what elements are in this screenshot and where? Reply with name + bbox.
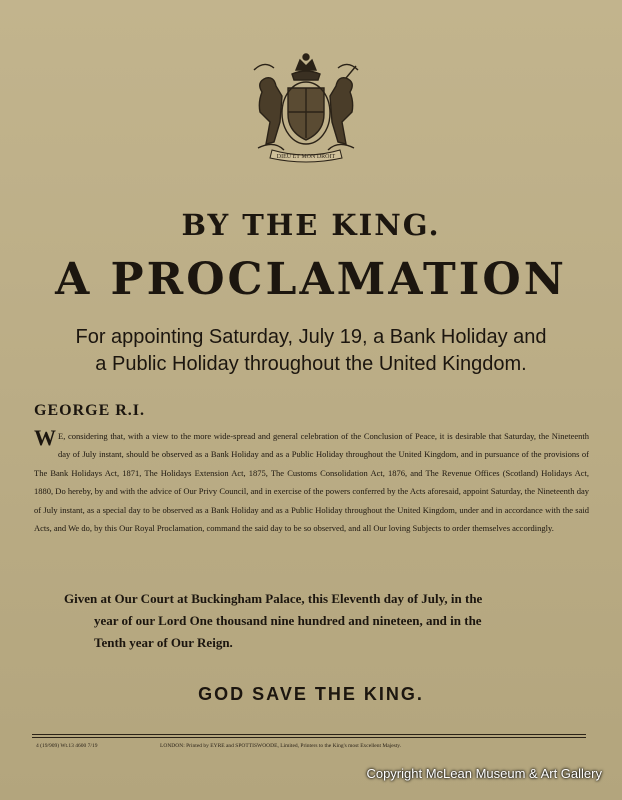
print-code: 4 (19/909) Wt.13 4600 7/19 <box>36 743 98 749</box>
subtitle <box>20 324 602 378</box>
body-text: E, considering that, with a view to the more wide-spread and general celebration of the Conclusion of Peace, it is desirable that Saturday, the Nineteenth day of July instant, should be observed as a Bank Holiday and as a Public Holiday throughout the United Kingdom, and in pursuance of the provisions of The Bank Holidays Act, 1871, The Holidays Extension Act, 1875, The Customs Consolidation Act, 1876, and The Revenue Offices (Scotland) Holidays Act, 1880, Do hereby, by and with the advice of Our Privy Council, and in exercise of the powers conferred by the Acts aforesaid, appoint Saturday, the Nineteenth day of July instant, as a special day to be observed as a Bank Holiday and as a Public Holiday throughout the United Kingdom, under and in accordance with the said Acts, and We do, by this Our Royal Proclamation, command the said day to be so observed, and all Our loving Subjects to order themselves accordingly. <box>34 431 589 534</box>
given-line-2: year of our Lord One thousand nine hundred and nineteen, and in the <box>94 613 482 628</box>
royal-coat-of-arms-icon <box>244 52 368 166</box>
dropcap: W <box>34 425 56 450</box>
footer-rule-2 <box>32 737 586 738</box>
subtitle-line-2: a Public Holiday throughout the United Kingdom. <box>95 353 527 375</box>
god-save-the-king: GOD SAVE THE KING. <box>198 684 424 704</box>
given-at-court <box>64 588 588 654</box>
crest-motto: DIEU ET MON DROIT <box>276 154 336 160</box>
subtitle-line-1: For appointing Saturday, July 19, a Bank Holiday and <box>75 326 547 348</box>
footer-rule <box>32 734 586 735</box>
given-line-3: Tenth year of Our Reign. <box>94 635 233 650</box>
printer-line: LONDON: Printed by EYRE and SPOTTISWOODE, Limited, Printers to the King's most Excellent Majesty. <box>160 743 402 749</box>
heading-proclamation: A PROCLAMATION <box>55 254 567 305</box>
proclamation-body <box>34 427 589 537</box>
sovereign-name: GEORGE R.I. <box>34 402 146 419</box>
copyright-watermark: Copyright McLean Museum & Art Gallery <box>366 766 602 781</box>
given-line-1: Given at Our Court at Buckingham Palace, this Eleventh day of July, in the <box>64 591 483 606</box>
heading-by-the-king: BY THE KING. <box>181 208 441 242</box>
